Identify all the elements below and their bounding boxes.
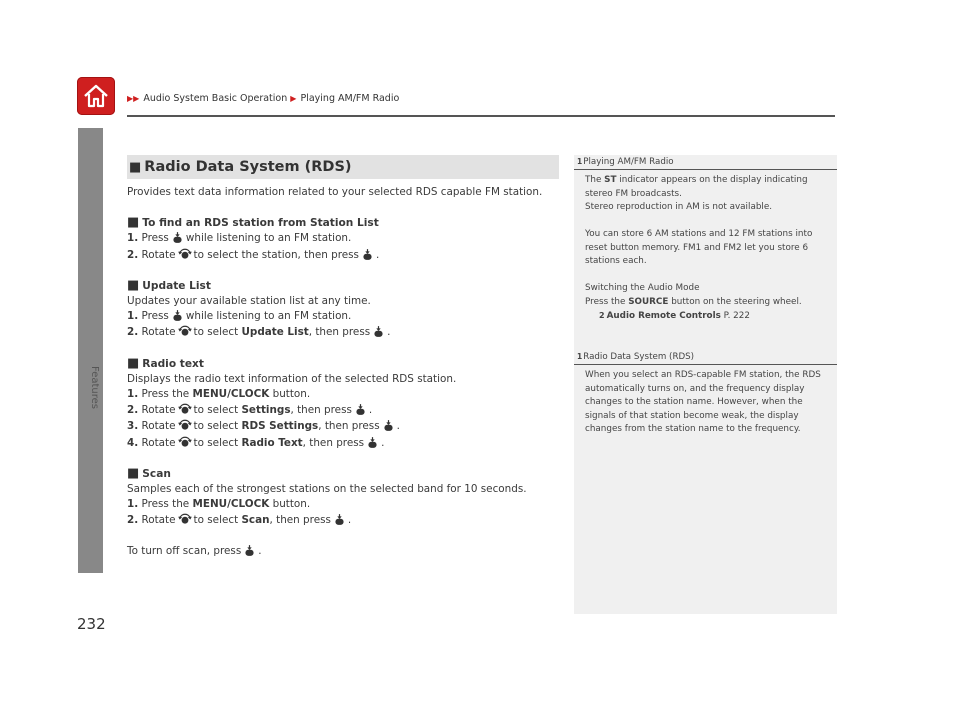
note-body: When you select an RDS-capable FM station, the RDS automatically turns on, and the frequency display changes to the station name. However, when the signals of that station become weak, the display changes from the station name to the frequency. [585, 370, 821, 434]
note-title: 1Playing AM/FM Radio [574, 157, 837, 170]
notes-sidebar [574, 155, 837, 614]
update-list-step-2: 2. Rotate to select Update List, then press . [127, 326, 391, 339]
radio-text-step-1: 1. Press the MENU/CLOCK button. [127, 388, 311, 401]
enter-knob-icon [171, 231, 184, 244]
subsection-heading-radio-text: ■ Radio text [127, 355, 204, 371]
note-body: The ST indicator appears on the display indicating stereo FM broadcasts. Stereo reproduction in AM is not available. You can store 6 AM stations and 12 FM stations into reset button memory. FM1 and FM2 let you store 6 stations each. Switching the Audio Mode Press the SOURCE button on the steering wheel. 2 Audio Remote Controls P. 222 [574, 170, 837, 324]
update-list-step-1: 1. Press while listening to an FM station. [127, 310, 352, 323]
enter-knob-icon [333, 513, 346, 526]
note-number-icon: 1 [577, 157, 583, 166]
rotate-knob-icon [178, 247, 192, 261]
breadcrumb-arrow-icon: ▶▶ [127, 94, 140, 103]
radio-text-step-2: 2. Rotate to select Settings, then press . [127, 404, 373, 417]
rotate-knob-icon [178, 435, 192, 449]
enter-knob-icon [382, 419, 395, 432]
enter-knob-icon [372, 325, 385, 338]
home-button[interactable] [77, 77, 115, 115]
scan-step-1: 1. Press the MENU/CLOCK button. [127, 498, 311, 511]
note-rds [574, 352, 837, 437]
breadcrumb-arrow-icon: ▶ [290, 94, 297, 103]
reference-link-audio-remote-controls[interactable]: 2 Audio Remote Controls P. 222 [599, 311, 750, 321]
update-list-description: Updates your available station list at any time. [127, 295, 371, 308]
enter-knob-icon [171, 309, 184, 322]
note-playing-am-fm [574, 157, 837, 324]
note-title: 1Radio Data System (RDS) [574, 352, 837, 365]
scan-turn-off: To turn off scan, press . [127, 544, 262, 557]
enter-knob-icon [366, 436, 379, 449]
enter-knob-icon [243, 544, 256, 557]
subsection-heading-scan: ■ Scan [127, 465, 171, 481]
subsection-heading-find-station: ■ To find an RDS station from Station List [127, 215, 379, 231]
rotate-knob-icon [178, 418, 192, 432]
square-bullet-icon: ■ [129, 159, 142, 175]
rotate-knob-icon [178, 324, 192, 338]
breadcrumb-current: Playing AM/FM Radio [300, 93, 400, 104]
radio-text-step-4: 4. Rotate to select Radio Text, then press . [127, 436, 385, 449]
home-icon [82, 82, 110, 110]
enter-knob-icon [354, 403, 367, 416]
subsection-heading-update-list: ■ Update List [127, 277, 211, 293]
find-station-step-1: 1. Press while listening to an FM station. [127, 232, 352, 245]
section-header [127, 155, 559, 179]
radio-text-description: Displays the radio text information of the selected RDS station. [127, 372, 457, 385]
section-title: Radio Data System (RDS) [144, 159, 352, 175]
find-station-step-2: 2. Rotate to select the station, then press . [127, 248, 380, 261]
breadcrumb [127, 93, 399, 104]
scan-description: Samples each of the strongest stations on the selected band for 10 seconds. [127, 483, 527, 496]
radio-text-step-3: 3. Rotate to select RDS Settings, then press . [127, 420, 400, 433]
scan-step-2: 2. Rotate to select Scan, then press . [127, 514, 352, 527]
note-number-icon: 1 [577, 352, 583, 361]
main-content [127, 155, 559, 559]
reference-arrow-icon: 2 [599, 311, 605, 320]
side-tab-label: Features [89, 366, 100, 409]
page-number: 232 [77, 615, 106, 633]
rotate-knob-icon [178, 512, 192, 526]
enter-knob-icon [361, 248, 374, 261]
rotate-knob-icon [178, 402, 192, 416]
section-intro: Provides text data information related to your selected RDS capable FM station. [127, 186, 543, 198]
breadcrumb-link-audio-system[interactable]: Audio System Basic Operation [143, 93, 288, 104]
header-divider [127, 115, 835, 117]
side-tab-features[interactable] [78, 128, 103, 573]
